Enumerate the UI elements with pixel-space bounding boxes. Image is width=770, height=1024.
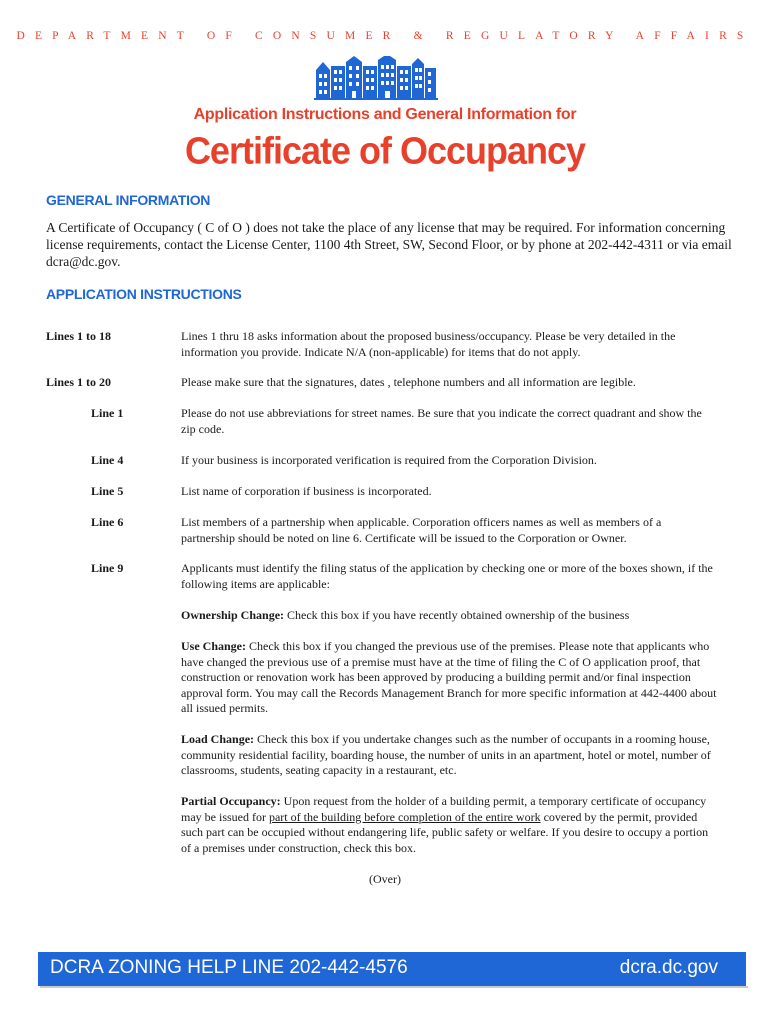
ownership-change-term: Ownership Change: xyxy=(181,608,285,622)
instruction-label: Line 6 xyxy=(91,515,124,529)
instruction-label: Line 5 xyxy=(91,484,124,498)
department-name: DEPARTMENT OF CONSUMER & REGULATORY AFFAIRS xyxy=(16,30,754,42)
page-title: Certificate of Occupancy xyxy=(184,128,586,172)
instruction-label: Line 1 xyxy=(91,406,124,420)
website-link[interactable]: dcra.dc.gov xyxy=(619,957,718,978)
load-change-term: Load Change: xyxy=(181,732,255,746)
help-line-text: DCRA ZONING HELP LINE 202-442-4576 xyxy=(50,957,408,978)
partial-occupancy-underlined-text: part of the building before completion of the entire work xyxy=(268,809,541,824)
use-change-term: Use Change: xyxy=(181,639,246,653)
instruction-label: Line 4 xyxy=(91,453,124,467)
load-change-paragraph xyxy=(181,732,721,779)
banner-shadow xyxy=(40,986,748,988)
use-change-paragraph xyxy=(181,639,721,717)
over-note: (Over) xyxy=(369,872,401,886)
general-information-text: A Certificate of Occupancy ( C of O ) does not take the place of any license that may be required. For information concerning license requirements, contact the License Center, 1100 4th Street, SW, Second Floor, or by phone at 202-442-4311 or via email dcra@dc.gov. xyxy=(46,220,732,269)
ownership-change-text: Check this box if you have recently obtained ownership of the business xyxy=(284,608,630,622)
instruction-label: Lines 1 to 20 xyxy=(46,375,112,389)
load-change-text: Check this box if you undertake changes such as the number of occupants in a rooming house, community residential facility, boarding house, the number of units in an apartment, hotel or motel, number of classrooms, students, seating capacity in a restaurant, etc. xyxy=(181,732,711,777)
partial-occupancy-paragraph xyxy=(181,794,721,856)
instruction-text: List members of a partnership when applicable. Corporation officers names as well as members of a partnership should be noted on line 6. Certificate will be issued to the Corporation or Owner. xyxy=(181,515,662,545)
instruction-text: Lines 1 thru 18 asks information about the proposed business/occupancy. Please be very detailed in the information you provide. Indicate N/A (non-applicable) for items that do not apply. xyxy=(181,329,676,359)
instruction-text: Applicants must identify the filing status of the application by checking one or more of the boxes shown, if the following items are applicable: xyxy=(181,561,713,591)
general-information-heading: GENERAL INFORMATION xyxy=(46,192,211,208)
help-line-banner xyxy=(38,952,746,986)
instruction-text: If your business is incorporated verification is required from the Corporation Division. xyxy=(181,453,597,467)
instruction-text: Please do not use abbreviations for street names. Be sure that you indicate the correct quadrant and show the zip code. xyxy=(181,406,702,436)
partial-occupancy-text-end: covered by the permit, provided such part can be occupied without endangering life, public safety or welfare. If you desire to occupy a portion of a premises under construction, check this box. xyxy=(181,809,709,855)
partial-occupancy-text: Upon request from the holder of a building permit, a temporary certificate of occupancy may be issued for xyxy=(181,794,707,824)
application-instructions-heading: APPLICATION INSTRUCTIONS xyxy=(46,286,242,302)
ownership-change-paragraph xyxy=(181,608,721,624)
instruction-label: Lines 1 to 18 xyxy=(46,329,112,343)
building-skyline-icon xyxy=(314,56,438,100)
page-subtitle: Application Instructions and General Information for xyxy=(193,106,577,123)
instruction-text: Please make sure that the signatures, dates , telephone numbers and all information are legible. xyxy=(181,375,636,389)
instruction-label: Line 9 xyxy=(91,561,124,575)
partial-occupancy-term: Partial Occupancy: xyxy=(181,794,281,808)
instruction-text: List name of corporation if business is incorporated. xyxy=(181,484,432,498)
use-change-text: Check this box if you changed the previous use of the premises. Please note that applicants who have changed the previous use of a premise must have at the time of filing the C of O application proof, that construction or renovation work has been approved by producing a building permit and/or final inspection approval form. You may call the Records Management Branch for more specific information at 442-4400 about all issued permits. xyxy=(181,639,717,715)
